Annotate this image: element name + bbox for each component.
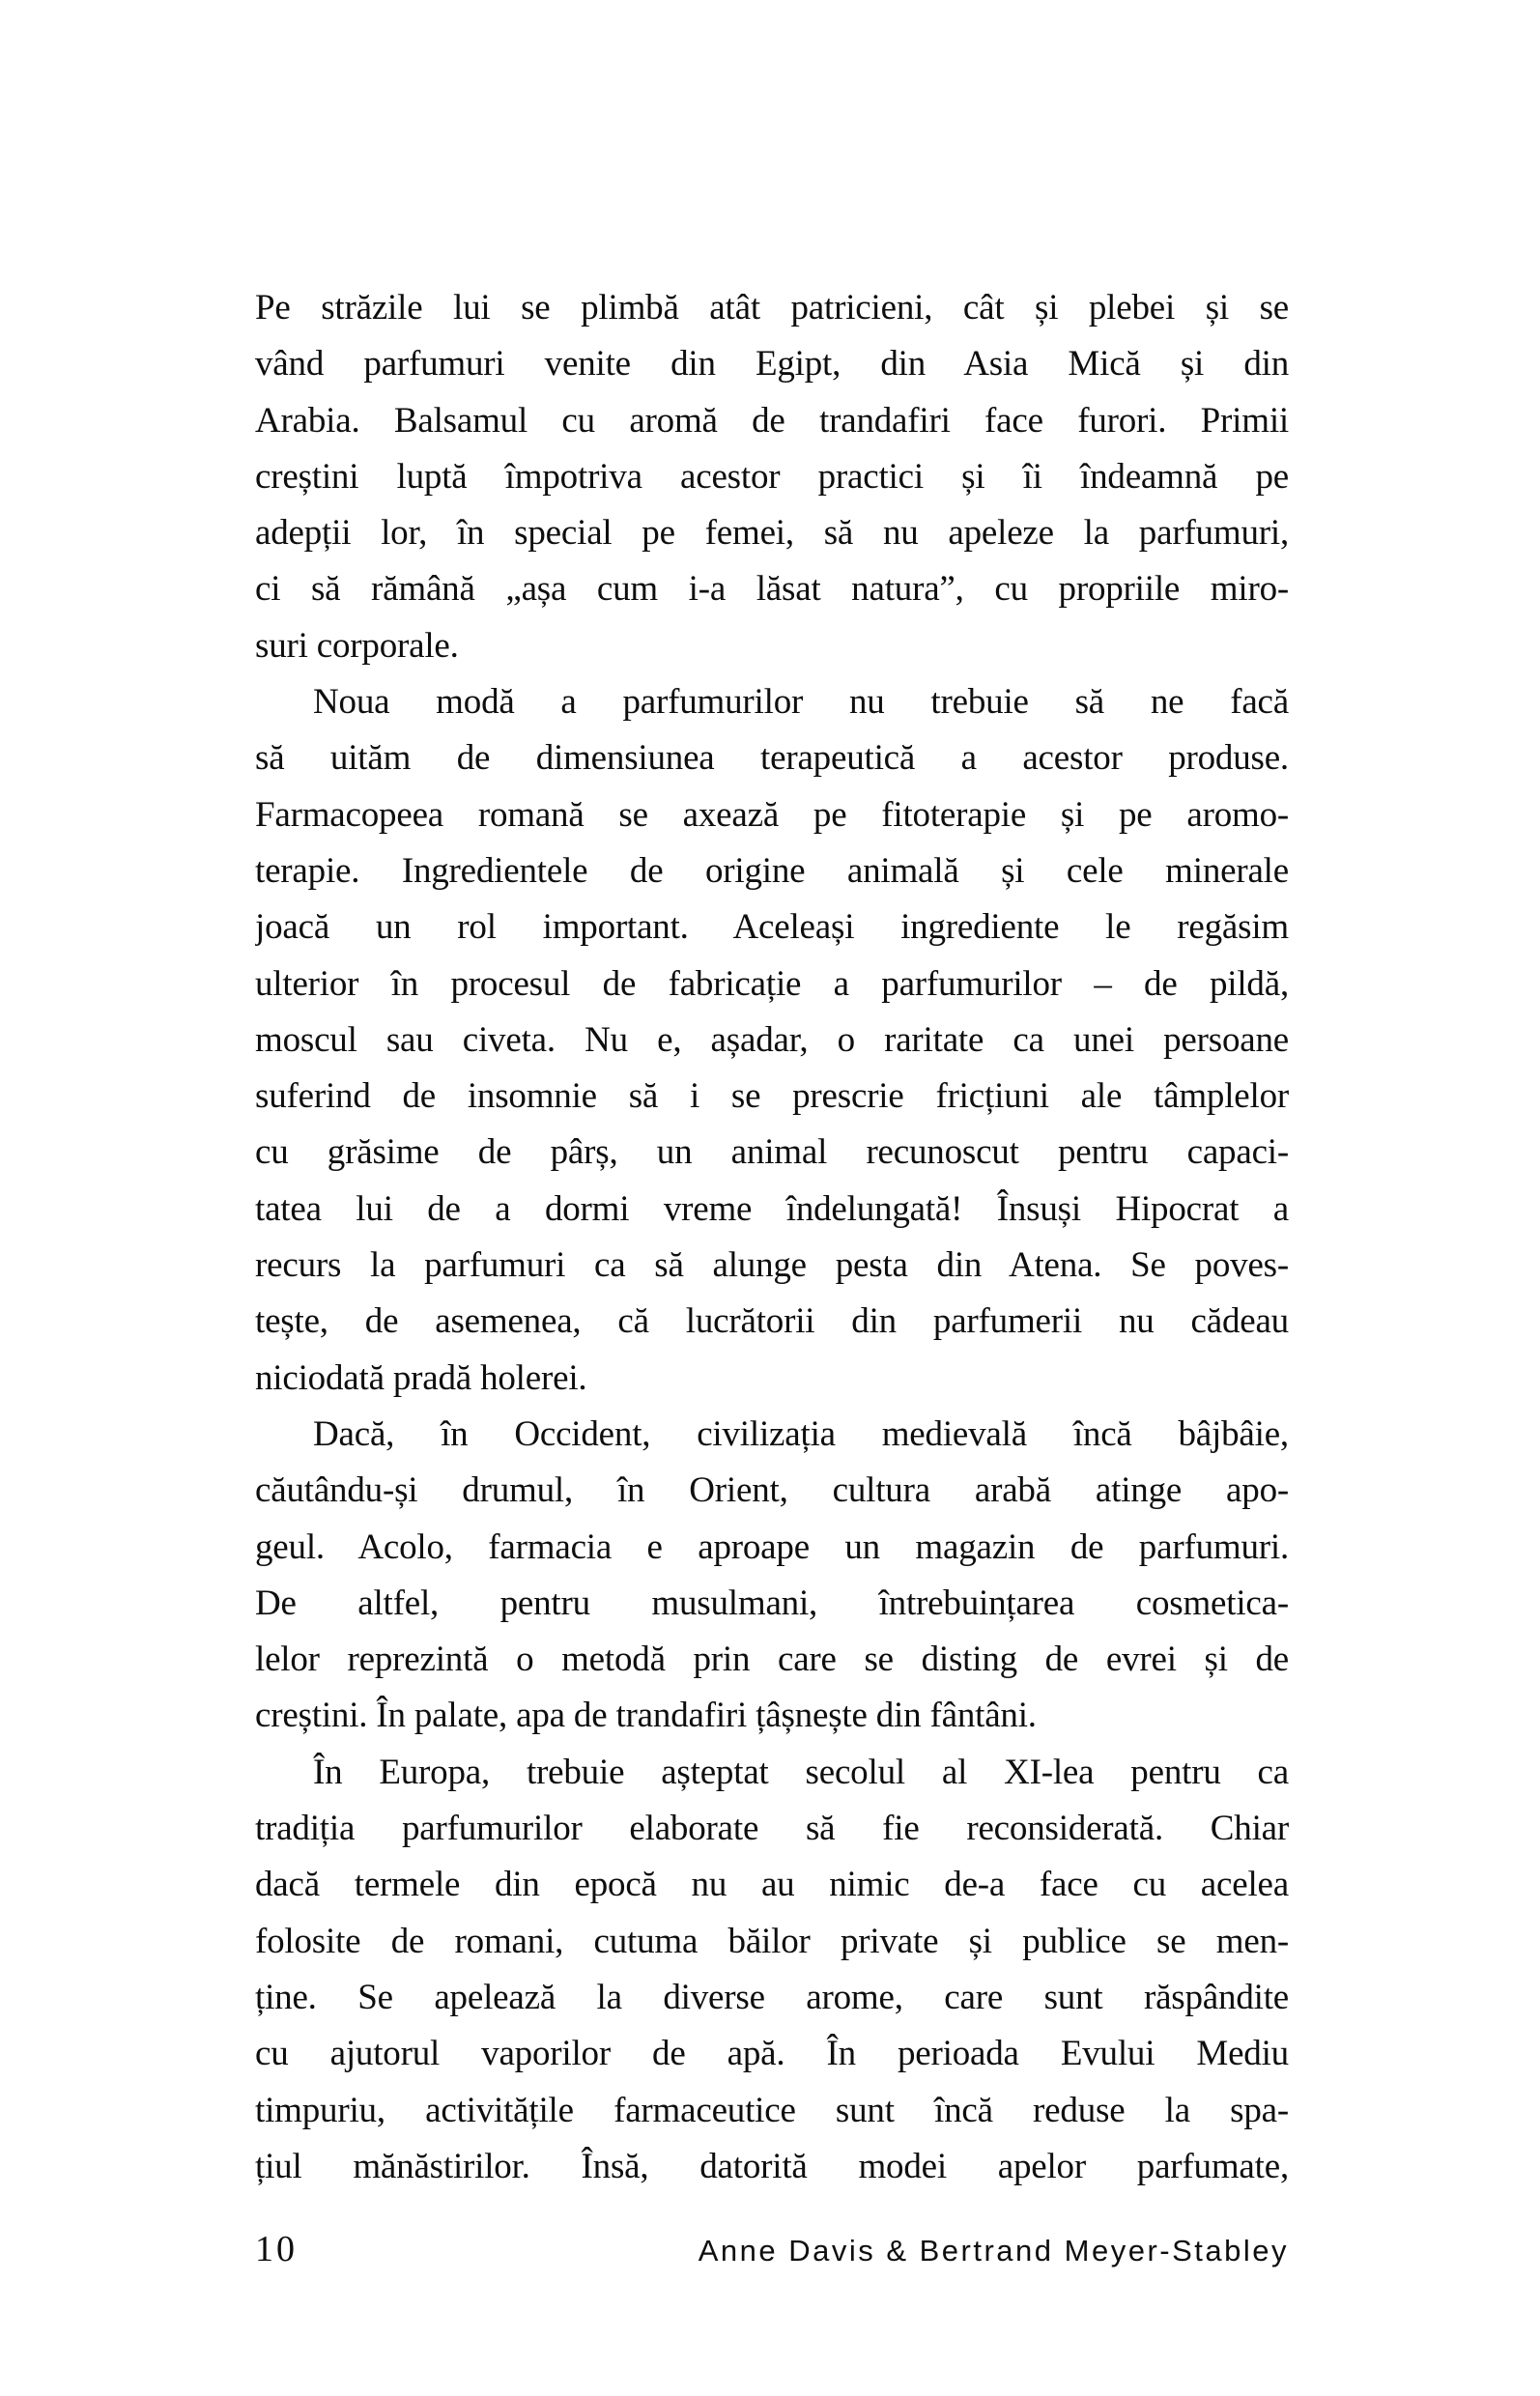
text-line: terapie. Ingredientele de origine animală și cele minerale	[255, 850, 1289, 891]
text-line: vând parfumuri venite din Egipt, din Asia Mică și din	[255, 344, 1289, 385]
text-line: folosite de romani, cutuma băilor private și publice se men-	[255, 1921, 1289, 1961]
text-line: să uităm de dimensiunea terapeutică a acestor produse.	[255, 738, 1289, 779]
text-line: Arabia. Balsamul cu aromă de trandafiri face furori. Primii	[255, 400, 1289, 441]
text-line: dacă termele din epocă nu au nimic de-a face cu acelea	[255, 1865, 1289, 1905]
text-line: adepții lor, în special pe femei, să nu apeleze la parfumuri,	[255, 513, 1289, 554]
text-line: Pe străzile lui se plimbă atât patricieni, cât și plebei și se	[255, 288, 1289, 328]
text-line: joacă un rol important. Aceleași ingrediente le regăsim	[255, 907, 1289, 948]
page-footer	[255, 2228, 1289, 2270]
page-number: 10	[255, 2229, 298, 2269]
text-line: Dacă, în Occident, civilizația medievală încă bâjbâie,	[313, 1413, 1289, 1454]
text-line: creștini. În palate, apa de trandafiri țâșnește din fântâni.	[255, 1696, 1037, 1736]
text-line: cu ajutorul vaporilor de apă. În perioada Evului Mediu	[255, 2034, 1289, 2074]
text-line: recurs la parfumuri ca să alunge pesta din Atena. Se poves-	[255, 1245, 1289, 1286]
text-line: În Europa, trebuie așteptat secolul al XI-lea pentru ca	[313, 1752, 1289, 1792]
text-line: ci să rămână „așa cum i-a lăsat natura”, cu propriile miro-	[255, 569, 1289, 610]
text-line: niciodată pradă holerei.	[255, 1357, 587, 1398]
running-title: Anne Davis & Bertrand Meyer-Stabley	[698, 2234, 1289, 2268]
text-line: timpuriu, activitățile farmaceutice sunt încă reduse la spa-	[255, 2090, 1289, 2130]
text-line: moscul sau civeta. Nu e, așadar, o raritate ca unei persoane	[255, 1019, 1289, 1060]
text-line: tește, de asemenea, că lucrătorii din parfumerii nu cădeau	[255, 1301, 1289, 1342]
text-line: Noua modă a parfumurilor nu trebuie să ne facă	[313, 682, 1289, 723]
text-line: suferind de insomnie să i se prescrie fricțiuni ale tâmplelor	[255, 1076, 1289, 1117]
text-line: geul. Acolo, farmacia e aproape un magazin de parfumuri.	[255, 1526, 1289, 1567]
text-line: suri corporale.	[255, 625, 459, 666]
text-line: Farmacopeea romană se axează pe fitoterapie și pe aromo-	[255, 794, 1289, 835]
text-line: căutându-și drumul, în Orient, cultura arabă atinge apo-	[255, 1470, 1289, 1511]
text-line: ține. Se apelează la diverse arome, care sunt răspândite	[255, 1977, 1289, 2017]
text-line: tradiția parfumurilor elaborate să fie reconsiderată. Chiar	[255, 1809, 1289, 1849]
text-line: lelor reprezintă o metodă prin care se disting de evrei și de	[255, 1640, 1289, 1680]
text-line: creștini luptă împotriva acestor practici și îi îndeamnă pe	[255, 456, 1289, 497]
body-text	[255, 280, 1289, 2195]
text-line: De altfel, pentru musulmani, întrebuințarea cosmetica-	[255, 1583, 1289, 1623]
text-line: tatea lui de a dormi vreme îndelungată! Însuși Hipocrat a	[255, 1188, 1289, 1229]
text-line: ulterior în procesul de fabricație a parfumurilor – de pildă,	[255, 963, 1289, 1004]
text-line: țiul mănăstirilor. Însă, datorită modei apelor parfumate,	[255, 2146, 1289, 2186]
text-line: cu grăsime de pârș, un animal recunoscut pentru capaci-	[255, 1132, 1289, 1173]
